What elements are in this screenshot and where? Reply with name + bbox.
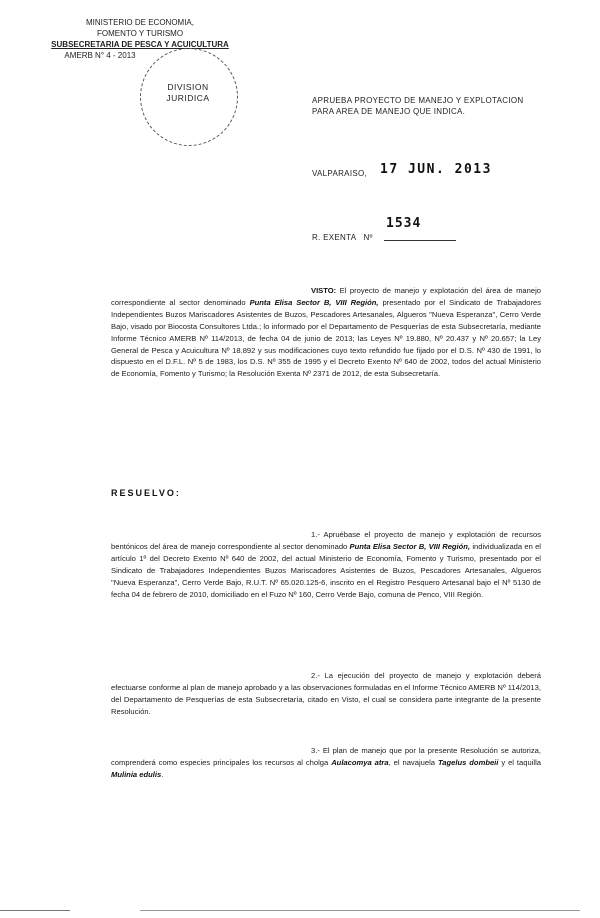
subject-line2: PARA AREA DE MANEJO QUE INDICA. — [312, 107, 466, 116]
seal-line2: JURIDICA — [166, 93, 210, 103]
footer-mark-right — [140, 910, 580, 911]
visto-place: Punta Elisa Sector B, VIII Región, — [249, 297, 379, 307]
resolution-type: R. EXENTA — [312, 233, 356, 242]
visto-label: VISTO: — [311, 286, 337, 295]
resolution-label — [312, 232, 373, 243]
item-1-text-1: 1.- Apruébase el proyecto de manejo y explotación de recursos bentónicos del área de manejo correspondiente al sector denominado — [111, 530, 541, 551]
item-1-paragraph — [111, 529, 541, 600]
species-mulinia: Mulinia edulis — [111, 769, 162, 779]
item-3-text-2: , el navajuela — [388, 757, 438, 767]
seal-line1: DIVISION — [167, 82, 209, 92]
visto-text-2: presentado por el Sindicato de Trabajadores Independientes Buzos Mariscadores Asistentes de Buzos, Pescadores Artesanales, Algueros "Nueva Esperanza", Cerro Verde Bajo, visado por Biocosta Consultores Ltda.; lo informado por el Departamento de Pesquerías de esta Subsecretaría, mediante Informe Técnico AMERB Nº 114/2013, de fecha 04 de junio de 2013; las Leyes Nº 19.880, Nº 20.437 y Nº 20.657; la Ley General de Pesca y Acuicultura Nº 18.892 y sus modificaciones cuyo texto refundido fue fijado por el D.S. Nº 430 de 1991, lo dispuesto en el D.F.L. Nº 5 de 1983, los D.S. Nº 355 de 1995 y el Decreto Exento Nº 640 de 2002, todos del actual Ministerio de Economía, Fomento y Turismo; la Resolución Exenta Nº 2371 de 2012, de esta Subsecretaría. — [111, 297, 542, 379]
resuelvo-heading: RESUELVO: — [111, 488, 181, 498]
subject — [312, 95, 582, 117]
footer-mark-left — [0, 910, 70, 911]
resolution-number: 1534 — [386, 216, 422, 231]
item-2-text: 2.- La ejecución del proyecto de manejo y explotación deberá efectuarse conforme al plan de manejo aprobado y a las observaciones formuladas en el Informe Técnico AMERB Nº 114/2013, del Departamento de Pesquerías de esta Subsecretaría, citado en Visto, el cual se considera parte integrante de la presente Resolución. — [111, 671, 541, 716]
seal-text — [150, 82, 226, 104]
item-2-paragraph — [111, 670, 541, 718]
reference-number: AMERB N° 4 - 2013 — [64, 51, 136, 60]
item-3-text-1: 3.- El plan de manejo que por la presente Resolución se autoriza, comprenderá como especies principales los recursos al cholga — [111, 746, 541, 767]
item-3-paragraph — [111, 745, 541, 781]
species-aulacomya: Aulacomya atra — [331, 757, 389, 767]
subsecretaria-title: SUBSECRETARIA DE PESCA Y ACUICULTURA — [51, 40, 229, 49]
resolution-no-label: Nº — [363, 233, 373, 242]
visto-text-1: El proyecto de manejo y explotación del área de manejo correspondiente al sector denominado — [111, 286, 541, 307]
visto-paragraph — [111, 285, 541, 380]
species-tagelus: Tagelus dombeii — [437, 757, 499, 767]
ministry-line2: FOMENTO Y TURISMO — [96, 29, 184, 38]
number-underline — [384, 240, 456, 241]
item-1-text-2: individualizada en el artículo 1º del Decreto Exento Nº 640 de 2002, del actual Ministerio de Economía, Fomento y Turismo, presentado por el Sindicato de Trabajadores Independientes Buzos Mariscadores Asistentes de Buzos, Pescadores Artesanales, Algueros "Nueva Esperanza", Cerro Verde Bajo, R.U.T. Nº 65.020.125-6, inscrito en el Registro Pesquero Artesanal bajo el Nº 5130 de fecha 04 de febrero de 2010, domiciliado en el Fuzo Nº 160, Cerro Verde Bajo, comuna de Penco, VIII Región. — [111, 541, 541, 599]
date-stamp: 17 JUN. 2013 — [380, 162, 492, 177]
subject-line1: APRUEBA PROYECTO DE MANEJO Y EXPLOTACION — [312, 96, 524, 105]
item-1-place: Punta Elisa Sector B, VIII Región, — [349, 541, 471, 551]
item-3-text-4: . — [161, 769, 164, 779]
ministry-line1: MINISTERIO DE ECONOMIA, — [85, 18, 194, 27]
place: VALPARAISO, — [312, 169, 368, 178]
item-3-text-3: y el taquilla — [498, 757, 541, 767]
